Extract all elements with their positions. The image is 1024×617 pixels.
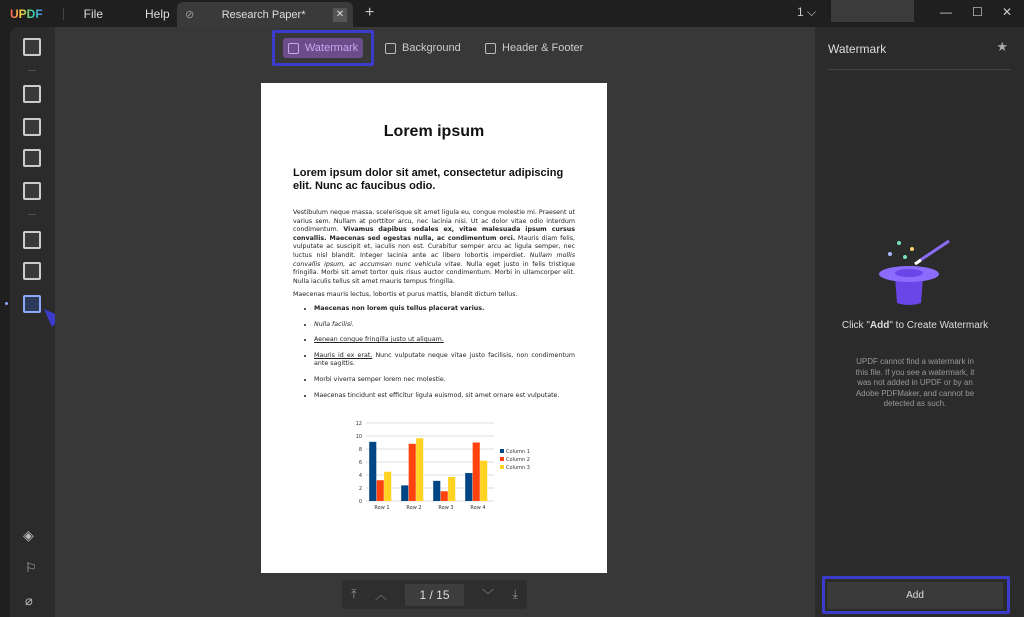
bar (409, 444, 416, 501)
close-window-icon[interactable]: ✕ (1002, 5, 1013, 19)
x-tick-label: Row 2 (406, 505, 422, 511)
new-tab-button[interactable]: + (365, 4, 375, 21)
first-page-icon[interactable]: ⤒ (351, 587, 357, 601)
page-tools-icon[interactable] (23, 295, 41, 313)
bar (401, 485, 408, 501)
y-tick-label: 10 (355, 434, 362, 440)
watermark-label: Watermark (304, 42, 359, 54)
tab-icon: ⊘ (185, 9, 195, 21)
menu-file[interactable]: File (83, 6, 104, 21)
list-item: • Maecenas non lorem quis tellus placerat varius. (314, 305, 575, 314)
panel-heading: Click "Add" to Create Watermark (841, 320, 989, 331)
y-tick-label: 4 (358, 473, 362, 479)
header-footer-icon (485, 43, 496, 54)
header-footer-tab[interactable] (485, 39, 583, 57)
prev-page-icon[interactable]: ︿ (374, 588, 387, 602)
list-item: • Maecenas tincidunt est efficitur ligula euismod, sit amet ornare est vulputate. (314, 392, 575, 401)
page-dropdown[interactable]: 1 ⌵ (797, 5, 817, 19)
background-label: Background (402, 42, 461, 54)
y-tick-label: 6 (358, 460, 362, 466)
updf-logo: UPDF (10, 6, 43, 21)
bar (473, 443, 480, 502)
bar (480, 461, 487, 501)
divider (828, 69, 1011, 70)
divider (28, 70, 36, 71)
bar (384, 472, 391, 501)
list-item: • Nulla facilisi. (314, 321, 575, 330)
legend-swatch (500, 457, 504, 461)
minimize-icon[interactable]: — (940, 5, 952, 19)
doc-title: Lorem ipsum (383, 123, 485, 140)
divider (63, 8, 64, 20)
background-tab[interactable] (385, 39, 461, 57)
y-tick-label: 2 (358, 486, 362, 492)
reader-icon[interactable] (23, 38, 41, 56)
y-tick-label: 8 (358, 447, 362, 453)
comment-icon[interactable] (23, 85, 41, 103)
bar (465, 473, 472, 501)
edit-icon[interactable] (23, 118, 41, 136)
bar (377, 480, 384, 501)
y-tick-label: 12 (355, 421, 362, 427)
legend-label: Column 2 (506, 457, 530, 463)
star-icon[interactable]: ★ (996, 39, 1008, 54)
account-area[interactable] (831, 0, 914, 22)
maximize-icon[interactable]: ☐ (972, 5, 983, 19)
legend-swatch (500, 449, 504, 453)
background-icon (385, 43, 396, 54)
menu-help[interactable]: Help (145, 6, 170, 21)
layers-icon[interactable]: ◈ (23, 527, 34, 543)
y-tick-label: 0 (358, 499, 362, 505)
highlight-box (822, 576, 1010, 614)
paragraph: Vestibulum neque massa, scelerisque sit amet ligula eu, congue molestie mi. Praesent ut varius sem. Nullam at porttitor arcu, nec lacinia nisi. Ut ac dolor vitae odio interdum condimentum. Vivamus dapibus sodales ex, vitae malesuada ipsum cursus convallis. Maecenas sed egestas nulla, ac condimentum orci. Mauris diam felis, vulputate ac suscipit et, iaculis non est. Curabitur semper arcu ac ligula semper, nec luctus nisl blandit. Integer lacinia ante ac libero lobortis imperdiet. Nullam mollis convallis ipsum, ac accumsan nunc vehicula vitae. Nulla eget justo in felis tristique fringilla. Morbi sit amet tortor quis risus auctor condimentum. Morbi in ullamcorper elit. Nulla iaculis tellus sit amet mauris tempus fringilla. (293, 209, 575, 285)
bar (433, 481, 440, 501)
active-dot (5, 302, 8, 305)
bar (369, 442, 376, 501)
highlight-box (272, 30, 374, 66)
page-input[interactable]: 1 / 15 (405, 584, 463, 606)
tab-title: Research Paper* (221, 8, 306, 21)
bookmark-icon[interactable]: ⚐ (25, 560, 37, 575)
magic-hat-icon (877, 237, 957, 309)
header-footer-label: Header & Footer (502, 42, 584, 54)
doc-body (293, 209, 575, 407)
watermark-panel (815, 27, 1024, 617)
last-page-icon[interactable]: ⤓ (512, 587, 518, 601)
bullet-list (314, 305, 575, 400)
next-page-icon[interactable]: ﹀ (481, 588, 494, 602)
list-item: • Mauris id ex erat. Nunc vulputate neque vitae justo facilisis, non condimentum ante sagittis. (314, 352, 575, 369)
legend-swatch (500, 465, 504, 469)
bar (416, 438, 423, 501)
paragraph: Maecenas mauris lectus, lobortis et purus mattis, blandit dictum tellus. (293, 291, 518, 299)
x-tick-label: Row 1 (374, 505, 390, 511)
doc-subtitle: Lorem ipsum dolor sit amet, consectetur adipiscing elit. Nunc ac faucibus odio. (293, 167, 564, 192)
document-area (55, 27, 815, 617)
add-button[interactable]: Add (827, 582, 1003, 609)
form-icon[interactable] (23, 182, 41, 200)
x-tick-label: Row 3 (438, 505, 454, 511)
panel-title: Watermark (828, 42, 887, 56)
bar (448, 477, 455, 501)
list-item: • Morbi viverra semper lorem nec molestie. (314, 376, 575, 385)
pdf-page[interactable] (261, 83, 607, 573)
legend-label: Column 1 (506, 449, 530, 455)
page-navigation (342, 580, 527, 609)
panel-description: UPDF cannot find a watermark in this file. If you see a watermark, it was not added in UPDF or by an Adobe PDFMaker, and cannot be detected as such. (855, 357, 975, 408)
x-tick-label: Row 4 (470, 505, 486, 511)
list-item: • Aenean congue fringilla justo ut aliquam. (314, 336, 575, 345)
close-tab-icon[interactable]: ✕ (333, 8, 347, 22)
legend-label: Column 3 (506, 465, 530, 471)
organize-icon[interactable] (23, 149, 41, 167)
attachment-icon[interactable]: ⌀ (25, 593, 33, 608)
divider (28, 214, 36, 215)
convert-icon[interactable] (23, 231, 41, 249)
crop-icon[interactable] (23, 262, 41, 280)
bar-chart (346, 419, 536, 515)
document-tab[interactable] (177, 2, 353, 27)
bar (441, 491, 448, 501)
